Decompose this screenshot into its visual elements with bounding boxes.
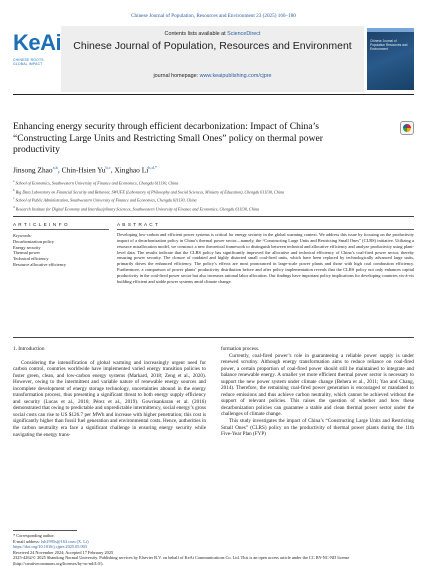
affiliation-list	[13, 178, 414, 212]
affil-text: Big Data Laboratory on Financial Security and Behavior, SWUFE (Laboratory of Philosophy and Social Sciences, Ministry of Education), Chengdu 611130, China	[15, 188, 285, 194]
body-paragraph: This study investigates the impact of China’s “Constructing Large Units and Restricting Small Ones” (CLRS) policy on the productivity of thermal power plants during the 11th Five-Year Plan (FYP)	[221, 418, 414, 438]
affil-sup: a	[13, 179, 15, 183]
received-dates: Received 24 November 2024; Accepted 17 February 2025	[13, 549, 114, 555]
keyword-item: Technical efficiency	[13, 256, 49, 262]
body-paragraph: Considering the intensification of global warming and increasingly urgent need for carbon control, countries worldwide have implemented varied energy transition policies to foster green, clean, and low-carbon energy systems (Markard, 2018; Zeng et al., 2020). However, owing to the intermittent and variable nature of renewable energy sources and incomplete development of energy storage technology, uncertainties abound in the energy transformation process, thus presenting a significant threat to both energy supply efficiency and security (Lucas et al., 2016; Pérez et al., 2019). Gowrisankaran et al. (2016) demonstrated that owing to predictable and unpredictable intermittency, social energy’s gross social costs can rise to US $126.7 per MWh and increase with higher penetration; this cost is significantly higher than fossil fuel generation and environmental costs. Hence, authorities in the carbon neutrality era face a significant challenge in ensuring energy security while navigating the energy trans-	[13, 359, 206, 438]
affiliation-item	[13, 187, 414, 196]
keywords-label: Keywords:	[13, 233, 32, 238]
journal-homepage	[61, 73, 364, 79]
keyword-item: Decarbonization policy	[13, 239, 55, 244]
author-affil-sup[interactable]: a,b	[52, 165, 58, 170]
body-paragraph: formation process.	[221, 346, 260, 352]
affil-text: School of Economics, Southwestern University of Finance and Economics, Chengdu 611130, China	[15, 180, 179, 186]
abstract-bottom-divider	[13, 337, 414, 338]
abstract-heading: A B S T R A C T	[117, 222, 159, 227]
cover-band	[367, 28, 414, 32]
contents-line	[61, 31, 364, 37]
header-divider	[13, 94, 414, 95]
journal-cover-icon[interactable]	[367, 28, 414, 90]
journal-title: Chinese Journal of Population, Resources and Environment	[73, 40, 352, 52]
journal-reference[interactable]: Chinese Journal of Population, Resources and Environment 23 (2025) 160–180	[131, 13, 296, 19]
doi-link[interactable]: https://doi.org/10.1016/j.cjpre.2025.05.003	[13, 544, 87, 550]
abstract-rule	[117, 229, 414, 230]
keai-logo-icon[interactable]: KeAi	[13, 30, 62, 55]
body-left-column	[13, 346, 206, 438]
keai-tagline: CHINESE ROOTS GLOBAL IMPACT	[13, 58, 44, 66]
keyword-item: Thermal power	[13, 250, 40, 256]
affil-text: Research Institute for Digital Economy and Interdisciplinary Sciences, Southwestern University of Finance and Economics, Chengdu 611130, China	[15, 206, 260, 212]
contents-prefix: Contents lists available at	[164, 31, 228, 37]
copyright-line: 2325-4262/© 2025 Shandong Normal University. Publishing services by Elsevier B.V. on behalf of KeAi Communications Co. Ltd. This is an open access article under the CC BY-NC-ND license (http://creativecommons.org/licenses/by-nc-nd/4.0/).	[13, 555, 350, 566]
author-list: Jinsong Zhao$^{a,b}$, Chin-Hsien Yu$^{b,c}$, Xinghao $Li^{b,d,*}$	[13, 165, 158, 175]
email-link[interactable]: lxh1995s@163.com (X. Li)	[40, 538, 89, 544]
author-affil-sup[interactable]: b,d,*	[148, 165, 158, 170]
keyword-item: Energy security	[13, 244, 41, 250]
body-paragraph: Currently, coal-fired power’s role in guaranteeing a reliable power supply is under renewed scrutiny. Although energy transformation aims to reduce reliance on coal-fired power, a certain proportion of coal-fired power should still be maintained to integrate and balance renewable energy. A smaller yet more efficient thermal power sector is necessary to support the new power system under climate change (Behera et al., 2011; Yao and Chang, 2014). Therefore, the remaining coal-fired power generation is encouraged or mandated to reduce emissions and thus achieve carbon neutrality, which cannot be achieved without the support of relevant policies. This raises the question of whether and how these decarbonization policies can guarantee a stable and clean thermal power sector under the challenges of climate change.	[221, 352, 414, 418]
author-name[interactable]: Jinsong Zhao	[13, 165, 53, 175]
keyword-list	[13, 239, 66, 268]
affiliation-item	[13, 195, 414, 204]
homepage-link[interactable]: www.keaipublishing.com/cjpre	[199, 73, 272, 79]
affil-sup: c	[13, 196, 15, 201]
affiliation-item	[13, 204, 414, 213]
body-right-column	[221, 346, 414, 438]
section-divider	[13, 216, 414, 217]
email-prefix: E-mail address:	[13, 538, 41, 544]
affiliation-item	[13, 178, 414, 187]
affil-text: School of Public Administration, Southwestern University of Finance and Economics, Chengdu 611130, China	[15, 197, 197, 203]
affil-sup: b	[13, 187, 15, 192]
keyword-item: Resource allocative efficiency	[13, 261, 67, 267]
article-title: Enhancing energy security through efficient decarbonization: Impact of China’s “Constructing Large Units and Restricting Small Ones” policy on thermal power productivity	[13, 121, 323, 156]
footnotes	[13, 533, 414, 566]
author-name[interactable]: Chin-Hsien Yu	[61, 165, 106, 175]
author-name[interactable]: Xinghao Li	[114, 165, 149, 175]
author-affil-sup[interactable]: b,c	[105, 165, 111, 170]
affil-sup: d	[13, 204, 15, 209]
sciencedirect-link[interactable]: ScienceDirect	[227, 31, 261, 37]
intro-heading: 1. Introduction	[13, 346, 45, 352]
article-info-heading: A R T I C L E I N F O	[13, 222, 69, 227]
crossmark-icon-mark	[403, 124, 411, 132]
abstract-text: Developing low-carbon and efficient power systems is critical for energy security in the global warming context. We address this issue by focusing on the productivity impact of a decarbonization policy in China’s thermal power sector—namely, the “Constructing Large Units and Restricting Small Ones” (CLRS) initiative. Utilizing a resource misallocation model, we construct a new theoretical framework to distinguish between technical and allocative efficiency and analyze productivity using plant-level data. The results indicate that the CLRS policy has significantly improved the allocative and technical efficiency of China’s coal-fired power sector, thereby ensuring power security. The closure of outdated and highly distorted small coal-fired units, which have been replaced by technologically advanced large units, primarily drives the enhanced efficiency. The policy’s effects are most pronounced in large-scale power plants and those with high coal combustion efficiency. Furthermore, a comparison of power plants’ productivity distribution before and after policy implementation reveals that the CLRS policy not only enhances capital productivity in the coal-fired power sector but also increases rational labor allocation. Our findings have important policy implications for developing countries vis-à-vis building efficient and stable power systems amid climate change.	[117, 232, 414, 284]
footnote-rule	[13, 530, 77, 531]
corresponding-note: * Corresponding author.	[13, 533, 55, 538]
homepage-prefix: journal homepage:	[153, 73, 200, 79]
article-info-rule	[13, 229, 109, 230]
cover-title: Chinese Journal of Population Resources and Environment	[370, 39, 408, 51]
